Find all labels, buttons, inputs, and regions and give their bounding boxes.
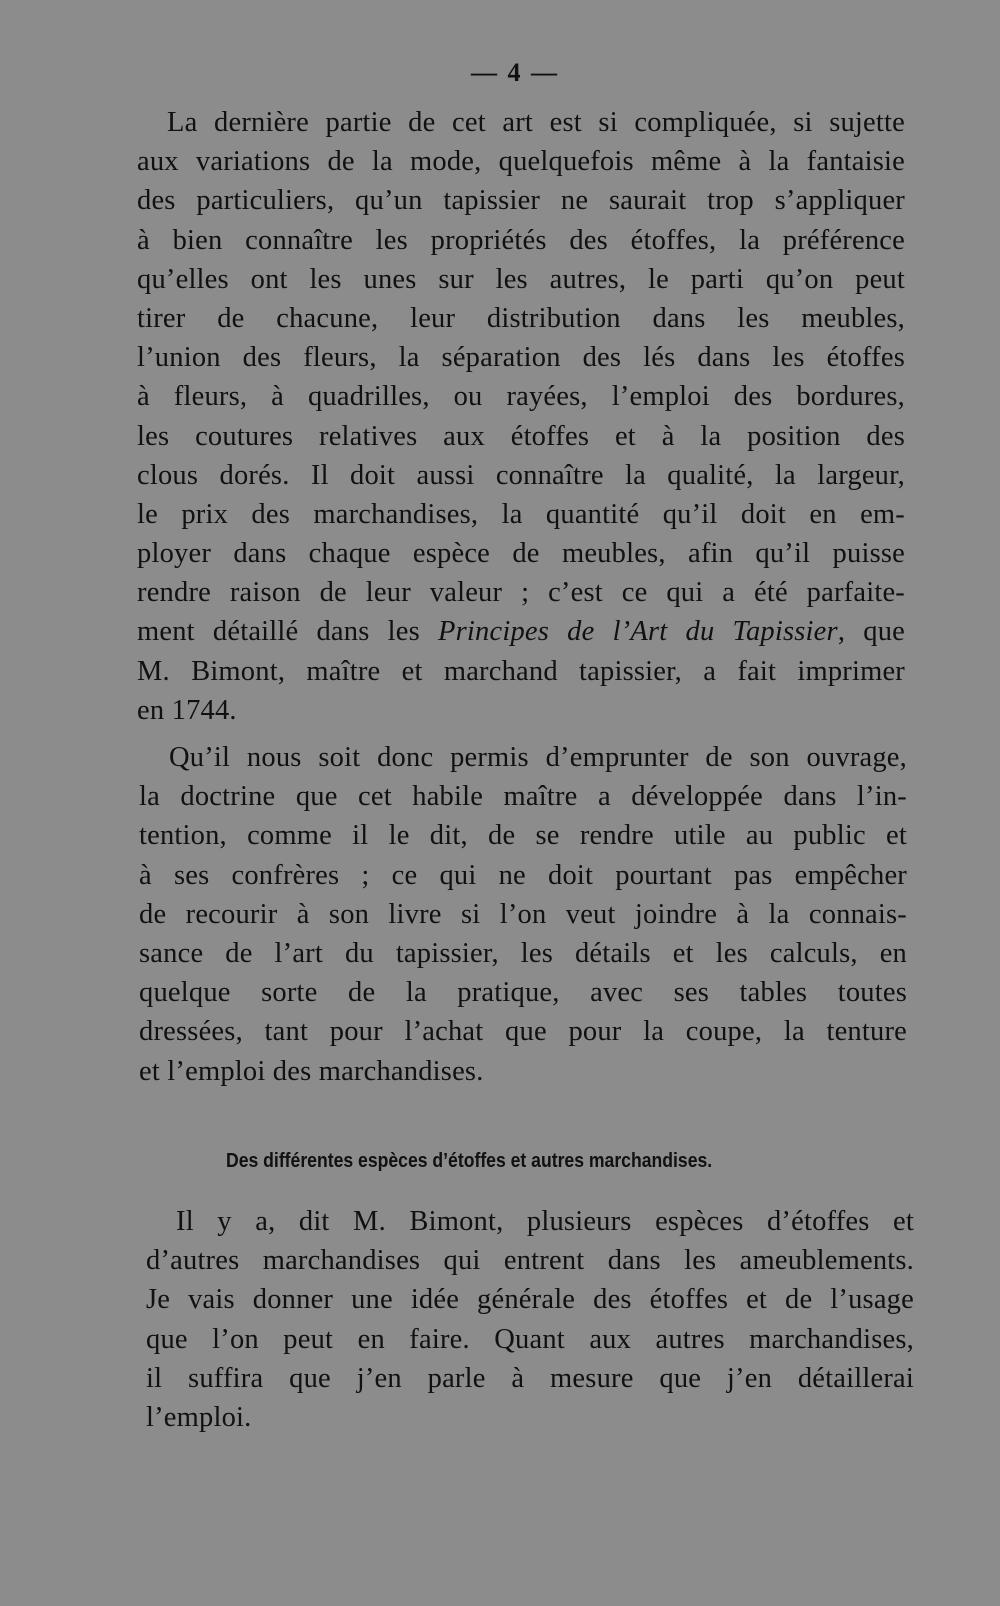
book-title: Principes de l’Art du Tapissier	[438, 616, 838, 648]
text-line: Qu’il nous soit donc permis d’emprunter de son ouvrage,	[169, 742, 907, 773]
text-line: sance de l’art du tapissier, les détails et les calculs, en	[139, 937, 907, 969]
text-line: le prix des marchandises, la quantité qu’il doit en em-	[137, 498, 905, 530]
text-line: la doctrine que cet habile maître a développée dans l’in-	[139, 781, 907, 813]
text-line-with-title	[137, 612, 905, 651]
text-line: quelque sorte de la pratique, avec ses tables toutes	[139, 977, 907, 1009]
paragraph-3	[146, 1202, 914, 1437]
text-line: les coutures relatives aux étoffes et à la position des	[137, 420, 905, 452]
text-line: tention, comme il le dit, de se rendre utile au public et	[139, 820, 907, 852]
text-line: ployer dans chaque espèce de meubles, afin qu’il puisse	[137, 538, 905, 570]
text-line: à bien connaître les propriétés des étoffes, la préférence	[137, 224, 905, 256]
text-line: La dernière partie de cet art est si compliquée, si sujette	[167, 107, 905, 138]
text-line: en 1744.	[137, 694, 237, 726]
text-line: il suffira que j’en parle à mesure que j’en détaillerai	[146, 1362, 914, 1394]
text-line: des particuliers, qu’un tapissier ne saurait trop s’appliquer	[137, 185, 905, 217]
text-line: qu’elles ont les unes sur les autres, le parti qu’on peut	[137, 263, 905, 295]
paragraph-2	[139, 738, 907, 1091]
text-line: M. Bimont, maître et marchand tapissier, a fait imprimer	[137, 655, 905, 687]
text-line: dressées, tant pour l’achat que pour la coupe, la tenture	[139, 1016, 907, 1048]
text-line: de recourir à son livre si l’on veut joindre à la connais-	[139, 898, 907, 930]
text-line: et l’emploi des marchandises.	[139, 1055, 484, 1087]
text-line: à ses confrères ; ce qui ne doit pourtant pas empêcher	[139, 859, 907, 891]
paragraph-1	[137, 103, 905, 730]
text-line: Je vais donner une idée générale des étoffes et de l’usage	[146, 1284, 914, 1316]
text-line: que l’on peut en faire. Quant aux autres marchandises,	[146, 1323, 914, 1355]
text-line: tirer de chacune, leur distribution dans les meubles,	[137, 302, 905, 334]
text-line: à fleurs, à quadrilles, ou rayées, l’emploi des bordures,	[137, 381, 905, 413]
text-fragment: , que	[837, 616, 905, 648]
text-line: Il y a, dit M. Bimont, plusieurs espèces d’étoffes et	[176, 1206, 914, 1237]
section-heading: Des différentes espèces d’étoffes et autres marchandises.	[226, 1150, 713, 1172]
text-fragment: ment détaillé dans les	[137, 616, 439, 648]
text-line: aux variations de la mode, quelquefois même à la fantaisie	[137, 146, 905, 178]
text-line: l’emploi.	[146, 1401, 252, 1433]
text-line: clous dorés. Il doit aussi connaître la qualité, la largeur,	[137, 459, 905, 491]
text-line: l’union des fleurs, la séparation des lés dans les étoffes	[137, 342, 905, 374]
text-line: rendre raison de leur valeur ; c’est ce qui a été parfaite-	[137, 577, 905, 609]
text-line: d’autres marchandises qui entrent dans les ameublements.	[146, 1245, 914, 1277]
page-number: — 4 —	[471, 58, 559, 87]
